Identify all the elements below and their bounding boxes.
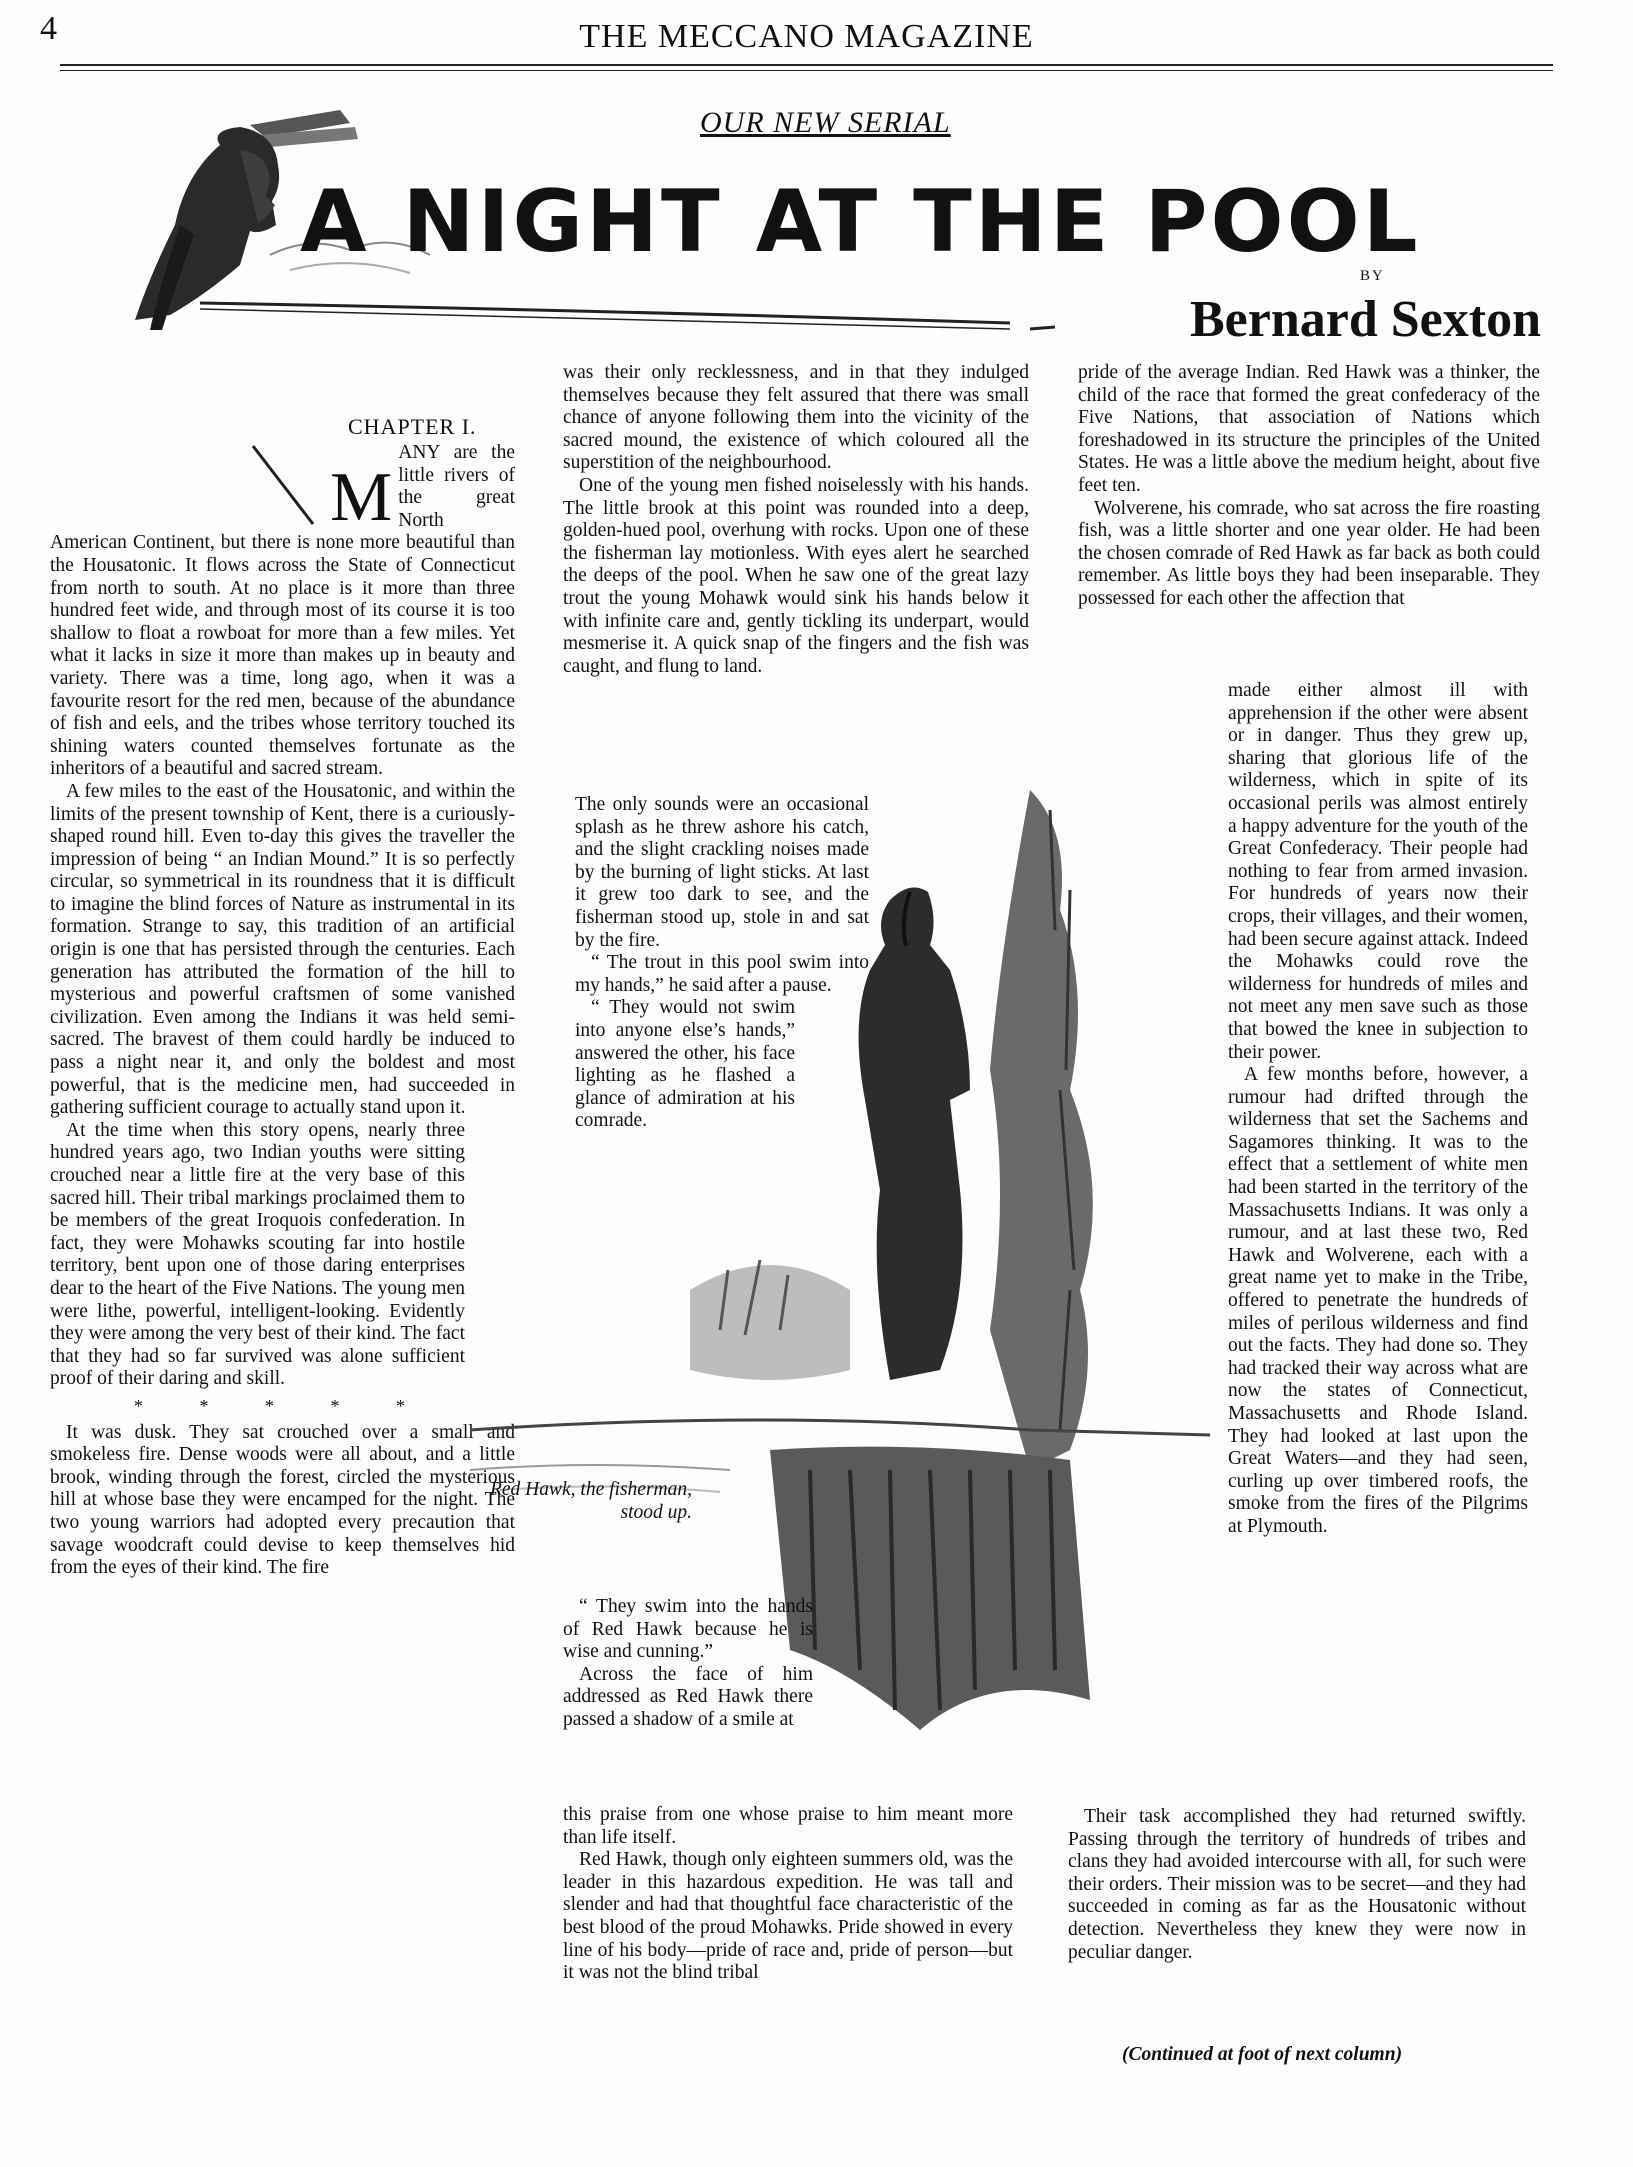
byline-by: BY [1360, 268, 1385, 284]
section-break: * * * * * [134, 1395, 431, 1416]
col2-p3: “ The trout in this pool swim into my hands,” he said after a pause. [575, 952, 869, 996]
col2-p6: Across the face of him addressed as Red Hawk there passed a shadow of a smile at [563, 1663, 813, 1730]
col2-p1: was their only recklessness, and in that they indulged themselves because they felt assured that there was small chance of anyone following them into the vicinity of the sacred mound, the existence of which coloured all the superstition of the neighbourhood. [563, 362, 1029, 474]
drop-cap: M [330, 459, 393, 536]
column-2-lower [563, 1596, 813, 1732]
header-rule-thin [60, 70, 1553, 71]
col2-p7: Red Hawk, though only eighteen summers old, was the leader in this hazardous expedition. He was tall and slender and had that thoughtful face characteristic of the best blood of the proud Mohawks. Pride showed in every line of his body—pride of race and, pride of person—but it was not the blind tribal [563, 1849, 1013, 1984]
col2-p6b: this praise from one whose praise to him meant more than life itself. [563, 1804, 1013, 1848]
col3-p3: A few months before, however, a rumour had drifted through the wilderness that set the Sachems and Sagamores thinking. It was to the effect that a settlement of white men had been started in the territory of the Massachusetts Indians. It was only a rumour, and at last these two, Red Hawk and Wolverene, each with a great name yet to make in the Tribe, offered to penetrate the hundreds of miles of perilous wilderness and find out the facts. They had done so. They had tracked their way across what are now the states of Connecticut, Massachusetts and Rhode Island. They had looked at last upon the Great Waters—and they had seen, curling up over timbered roofs, the smoke from the fires of the Pilgrims at Plymouth. [1228, 1064, 1528, 1537]
col2-p5: “ They swim into the hands of Red Hawk because he is wise and cunning.” [563, 1596, 813, 1663]
col3-p4: Their task accomplished they had returned swiftly. Passing through the territory of hundreds of tribes and clans they had avoided intercourse with all, for such were their orders. Their mission was to be secret—and they had succeeded in coming as far as the Housatonic without detection. Nevertheless they knew they were now in peculiar danger. [1068, 1806, 1526, 1963]
column-2 [563, 362, 1029, 678]
article-title: A NIGHT AT THE POOL [300, 172, 1421, 272]
col2-p4: “ They would not swim into anyone else’s hands,” answered the other, his face lighting as he flashed a glance of admiration at his comrade. [575, 997, 795, 1132]
col1-p1: ANY are the little rivers of the great North American Continent, but there is none more beautiful than the Housatonic. It flows across the State of Connecticut from north to south. At no place is it more than three hundred feet wide, and through most of its course it is too shallow to float a rowboat for more than a few miles. Yet what it lacks in size it more than makes up in beauty and variety. There was a time, long ago, when it was a favourite resort for the red men, because of the abundance of fish and eels, and the tribes whose territory touched its shining waters counted themselves fortunate as the inheritors of a beautiful and sacred stream. [50, 442, 515, 780]
illustration-caption: Red Hawk, the fisherman, stood up. [489, 1479, 692, 1523]
running-header [60, 8, 1553, 66]
col2-p2: One of the young men fished noiselessly with his hands. The little brook at this point was rounded into a deep, golden-hued pool, overhung with rocks. Upon one of these the fisherman lay motionless. With eyes alert he searched the deeps of the pool. When he saw one of the great lazy trout the young Mohawk would sink his hands below it with infinite care and, gently tickling its underpart, would mesmerise it. A quick snap of the fingers and the fish was caught, and flung to land. [563, 474, 1029, 677]
chapter-heading: CHAPTER I. [348, 414, 477, 439]
col1-p3: At the time when this story opens, nearly three hundred years ago, two Indian youths were sitting crouched near a little fire at the very base of this sacred hill. Their tribal markings proclaimed them to be members of the great Iroquois confederation. In fact, they were Mohawks scouting far into hostile territory, bent upon one of those daring enterprises dear to the heart of the Five Nations. The young men were lithe, powerful, intelligent-looking. Evidently they were among the very best of their kind. The fact that they had so far survived was alone sufficient proof of their daring and skill. [50, 1119, 465, 1390]
col3-p1: pride of the average Indian. Red Hawk was a thinker, the child of the race that formed the great confederacy of the Five Nations, that association of Nations which foreshadowed in its structure the principles of the United States. He was a little above the medium height, about five feet ten. [1078, 362, 1540, 496]
column-3-bottom [1068, 1806, 1526, 1964]
magazine-title: THE MECCANO MAGAZINE [579, 18, 1034, 55]
col1-p2: A few miles to the east of the Housatonic, and within the limits of the present township of Kent, there is a curiously-shaped round hill. Even to-day this gives the traveller the impression of being “ an Indian Mound.” It is so perfectly circular, so symmetrical in its roundness that it is difficult to imagine the blind forces of Nature as instrumental in its formation. Strange to say, this tradition of an artificial origin is one that has persisted through the centuries. Each generation has attributed the formation of the hill to mysterious and powerful craftsmen of some vanished civilization. Even among the Indians it was held semi-sacred. The bravest of them could hardly be induced to pass a night near it, and only the boldest and most powerful, that is the medicine men, had succeeded in gathering sufficient courage to actually stand upon it. [50, 780, 515, 1119]
author-name: Bernard Sexton [1190, 291, 1541, 348]
col3-p2b: made either almost ill with apprehension if the other were absent or in danger. Thus they grew up, sharing that glorious life of the wilderness, which in spite of its occasional perils was almost entirely a happy adventure for the youth of the Great Confederacy. Their people had nothing to fear from armed invasion. For hundreds of years now their crops, their villages, and their women, had been secure against attack. Indeed the Mohawks could rove the wilderness for hundreds of miles and not meet any men save such as those that bowed the knee in subjection to their power. [1228, 680, 1528, 1063]
continued-note: (Continued at foot of next column) [1122, 2044, 1403, 2065]
column-3 [1078, 362, 1540, 611]
column-1 [50, 442, 515, 1580]
column-2-bottom [563, 1804, 1013, 1985]
page-number: 4 [40, 10, 57, 47]
header-rule [60, 64, 1553, 66]
serial-kicker: OUR NEW SERIAL [700, 106, 951, 139]
col1-p4: It was dusk. They sat crouched over a small and smokeless fire. Dense woods were all about, and a little brook, winding through the forest, circled the mysterious hill at whose base they were encamped for the night. The two young warriors had adopted every precaution that savage woodcraft could devise to keep themselves hid from the eyes of their kind. The fire [50, 1421, 515, 1579]
col3-p2: Wolverene, his comrade, who sat across the fire roasting fish, was a little shorter and one year older. He had been the chosen comrade of Red Hawk as far back as both could remember. As little boys they had been inseparable. They possessed for each other the affection that [1078, 497, 1540, 609]
col2-p2b: The only sounds were an occasional splash as he threw ashore his catch, and the slight crackling noises made by the burning of light sticks. At last it grew too dark to see, and the fisherman stood up, stole in and sat by the fire. [575, 794, 869, 951]
column-3-narrow [1228, 680, 1528, 1539]
